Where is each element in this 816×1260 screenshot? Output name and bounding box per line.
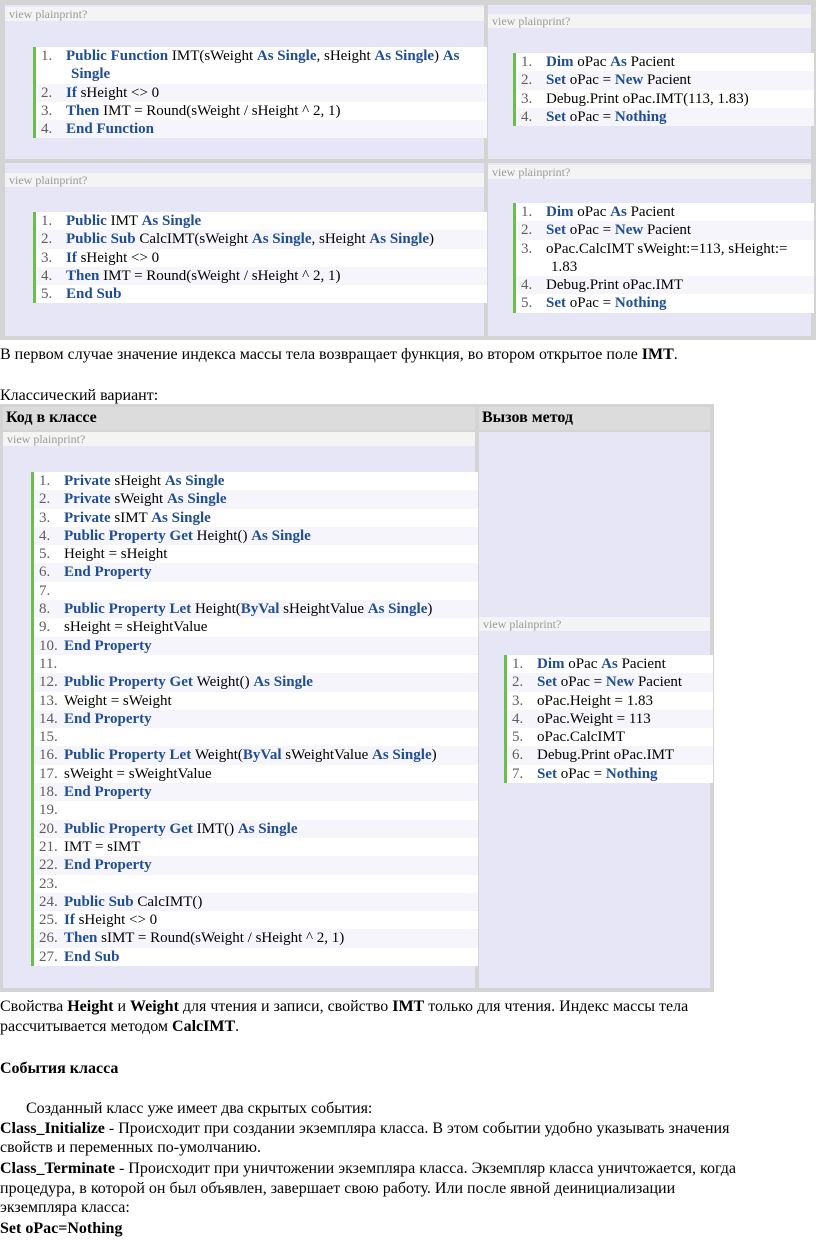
code-line [34,545,478,563]
view-plainprint-link[interactable]: view plainprint? [3,432,475,446]
class-initialize-line2: свойств и переменных по-умолчанию. [0,1139,261,1156]
code-line [507,692,713,710]
code-text: Debug.Print oPac.IMT(113, 1.83) [546,90,749,107]
code-text: Public Property Let Height(ByVal sHeightValue As Single) [64,601,433,618]
code-line [34,673,478,691]
line-number: 4. [521,108,533,125]
code-text: End Sub [64,948,120,965]
line-number: 17. [39,765,58,782]
code-line [516,90,814,108]
line-number: 1. [41,48,53,64]
line-number: 19. [39,802,58,819]
code-text: Private sWeight As Single [64,491,227,508]
code-text: Then IMT = Round(sWeight / sHeight ^ 2, 1) [66,267,341,284]
class-initialize-line1: Class_Initialize - Происходит при создании экземпляра класса. В этом событии удобно указывать значения [0,1120,730,1137]
code-line [34,563,478,581]
field-call-cell [488,163,811,336]
code-line [507,673,713,691]
class-initialize-name: Class_Initialize [0,1120,105,1137]
line-number: 4. [521,277,533,294]
line-number: 4. [41,121,53,138]
code-line [516,203,814,221]
line-number: 18. [39,784,58,801]
class-terminate-line3: экземпляра класса: [0,1199,130,1216]
code-line [34,948,478,966]
line-number: 14. [39,710,58,727]
code-text: Dim oPac As Pacient [537,656,666,672]
line-number: 15. [39,729,58,746]
code-line [34,692,478,710]
line-number: 4. [39,527,51,544]
class-terminate-name: Class_Terminate [0,1160,115,1177]
class-code-cell [3,432,475,988]
code-text: Set oPac = New Pacient [546,72,692,89]
line-number: 2. [39,491,51,508]
code-line [36,84,487,102]
line-number: 1. [41,213,53,229]
code-text: Private sHeight As Single [64,473,225,489]
code-line [34,527,478,545]
code-block-field-call [513,203,814,313]
code-text: Debug.Print oPac.IMT [546,277,684,294]
code-line [507,710,713,728]
line-number: 6. [512,747,524,764]
line-number: 3. [512,692,524,709]
code-text: Set oPac = Nothing [546,295,667,312]
code-line [516,53,814,71]
code-line [507,765,713,783]
code-line [36,120,487,138]
code-text: Public Property Let Weight(ByVal sWeightValue As Single) [64,747,437,764]
code-line [34,490,478,508]
code-text: Set oPac = New Pacient [537,674,683,691]
code-line [34,875,478,893]
code-text: End Property [64,564,152,581]
code-text: sHeight = sHeightValue [64,619,208,636]
line-number: 23. [39,875,58,892]
code-line-wrap: Single [36,65,487,83]
code-text: Set oPac = Nothing [537,765,658,782]
line-number: 3. [39,509,51,526]
line-number: 3. [41,102,53,119]
classic-variant-label: Классический вариант: [0,387,159,404]
code-line [516,221,814,239]
code-text: Height = sHeight [64,546,168,563]
line-number: 8. [39,601,51,618]
code-block-method-call [504,655,713,783]
code-text: End Function [66,121,154,138]
code-text: Set oPac = New Pacient [546,222,692,239]
line-number: 6. [39,564,51,581]
line-number: 26. [39,930,58,947]
code-line [34,710,478,728]
code-block-field [33,212,487,303]
code-line [34,600,478,618]
view-plainprint-link[interactable]: view plainprint? [479,617,710,631]
code-text: If sHeight <> 0 [66,249,160,266]
code-block-function-call [513,53,814,126]
code-text: If sHeight <> 0 [66,84,160,101]
code-line [507,746,713,764]
code-text: End Property [64,784,152,801]
code-line [34,655,478,673]
code-line [36,285,487,303]
code-line [34,746,478,764]
code-line [507,655,713,673]
view-plainprint-link[interactable]: view plainprint? [488,165,811,179]
line-number: 11. [39,655,58,672]
code-text: End Property [64,857,152,874]
code-text: sWeight = sWeightValue [64,765,212,782]
line-number: 10. [39,637,58,654]
view-plainprint-link[interactable]: view plainprint? [5,7,484,21]
code-text: Then sIMT = Round(sWeight / sHeight ^ 2, 1) [64,930,345,947]
code-line [34,783,478,801]
code-line [34,472,478,490]
line-number: 16. [39,747,58,764]
code-line [36,102,487,120]
line-number: 1. [521,204,533,220]
code-line [34,509,478,527]
code-line [516,108,814,126]
code-text: End Sub [66,286,122,303]
code-text: oPac.CalcIMT [537,729,625,746]
line-number: 7. [512,765,524,782]
code-line [34,911,478,929]
code-text: oPac.Height = 1.83 [537,692,653,709]
code-line [34,838,478,856]
properties-paragraph-line1: Свойства Height и Weight для чтения и записи, свойство IMT только для чтения. Индекс массы тела [0,998,689,1015]
line-number: 5. [41,286,53,303]
line-number: 2. [41,84,53,101]
code-line [34,765,478,783]
line-number: 9. [39,619,51,636]
line-number: 7. [39,582,51,599]
code-line [36,47,487,65]
code-text: End Property [64,637,152,654]
code-text: Public IMT As Single [66,213,202,229]
code-text: Debug.Print oPac.IMT [537,747,675,764]
line-number: 27. [39,948,58,965]
code-line [36,230,487,248]
code-text: oPac.Weight = 113 [537,710,651,727]
code-line [36,267,487,285]
code-line [36,212,487,230]
line-number: 25. [39,912,58,929]
code-block-class [31,472,478,966]
class-terminate-line2: процедура, в которой он был объявлен, завершает свою работу. Или после явной деинициализации [0,1180,676,1197]
code-line [34,929,478,947]
code-line [34,820,478,838]
line-number: 20. [39,820,58,837]
method-call-cell [479,432,710,988]
code-text: Public Sub CalcIMT() [64,893,203,910]
final-code-line: Set oPac=Nothing [0,1220,123,1237]
line-number: 2. [521,222,533,239]
code-line [34,856,478,874]
line-number: 3. [521,90,533,107]
line-number: 3. [521,240,533,257]
line-number: 1. [521,54,533,70]
code-text: End Property [64,710,152,727]
code-text: Public Property Get IMT() As Single [64,820,298,837]
code-line [507,728,713,746]
code-line-wrap: 1.83 [516,258,814,276]
function-example-cell [5,5,484,159]
code-line [34,618,478,636]
column-header-method-call: Вызов метод [482,409,574,426]
code-text: Public Property Get Weight() As Single [64,674,313,691]
code-line [34,728,478,746]
view-plainprint-link[interactable]: view plainprint? [488,14,811,28]
code-line [516,240,814,258]
code-text: Set oPac = Nothing [546,108,667,125]
code-line [36,249,487,267]
line-number: 2. [512,674,524,691]
line-number: 4. [512,710,524,727]
code-text: Dim oPac As Pacient [546,54,675,70]
code-text: oPac.CalcIMT sWeight:=113, sHeight:= [546,240,788,257]
code-line [516,294,814,312]
class-terminate-line1: Class_Terminate - Происходит при уничтожении экземпляра класса. Экземпляр класса уничтожается, когда [0,1160,736,1177]
field-example-cell [5,163,484,336]
view-plainprint-link[interactable]: view plainprint? [5,173,484,187]
code-text: Public Function IMT(sWeight As Single, sHeight As Single) As [66,48,460,64]
line-number: 2. [521,72,533,89]
events-intro: Созданный класс уже имеет два скрытых события: [26,1100,373,1117]
function-call-cell [488,5,811,159]
line-number: 24. [39,893,58,910]
line-number: 13. [39,692,58,709]
table-header-call [479,407,710,430]
line-number: 5. [521,295,533,312]
code-text: Then IMT = Round(sWeight / sHeight ^ 2, 1) [66,102,341,119]
line-number: 21. [39,838,58,855]
line-number: 22. [39,857,58,874]
line-number: 12. [39,674,58,691]
code-line [34,582,478,600]
code-text: IMT = sIMT [64,838,141,855]
line-number: 1. [39,473,51,489]
code-line [34,637,478,655]
line-number: 5. [39,546,51,563]
line-number: 3. [41,249,53,266]
properties-paragraph-line2: рассчитывается методом CalcIMT. [0,1018,240,1035]
code-line [34,893,478,911]
code-text: Public Sub CalcIMT(sWeight As Single, sHeight As Single) [66,231,435,248]
code-text: Weight = sWeight [64,692,172,709]
column-header-code-in-class: Код в классе [6,409,97,426]
line-number: 4. [41,267,53,284]
events-heading: События класса [0,1060,119,1077]
line-number: 1. [512,656,524,672]
code-text: Public Property Get Height() As Single [64,527,311,544]
code-line [516,276,814,294]
line-number: 2. [41,231,53,248]
code-text: Dim oPac As Pacient [546,204,675,220]
code-text: Private sIMT As Single [64,509,211,526]
paragraph-comparison: В первом случае значение индекса массы тела возвращает функция, во втором открытое поле IMT. [0,346,678,363]
code-block-function [33,47,487,138]
code-text: If sHeight <> 0 [64,912,158,929]
line-number: 5. [512,729,524,746]
code-line [34,801,478,819]
table-header-code [3,407,475,430]
code-line [516,71,814,89]
